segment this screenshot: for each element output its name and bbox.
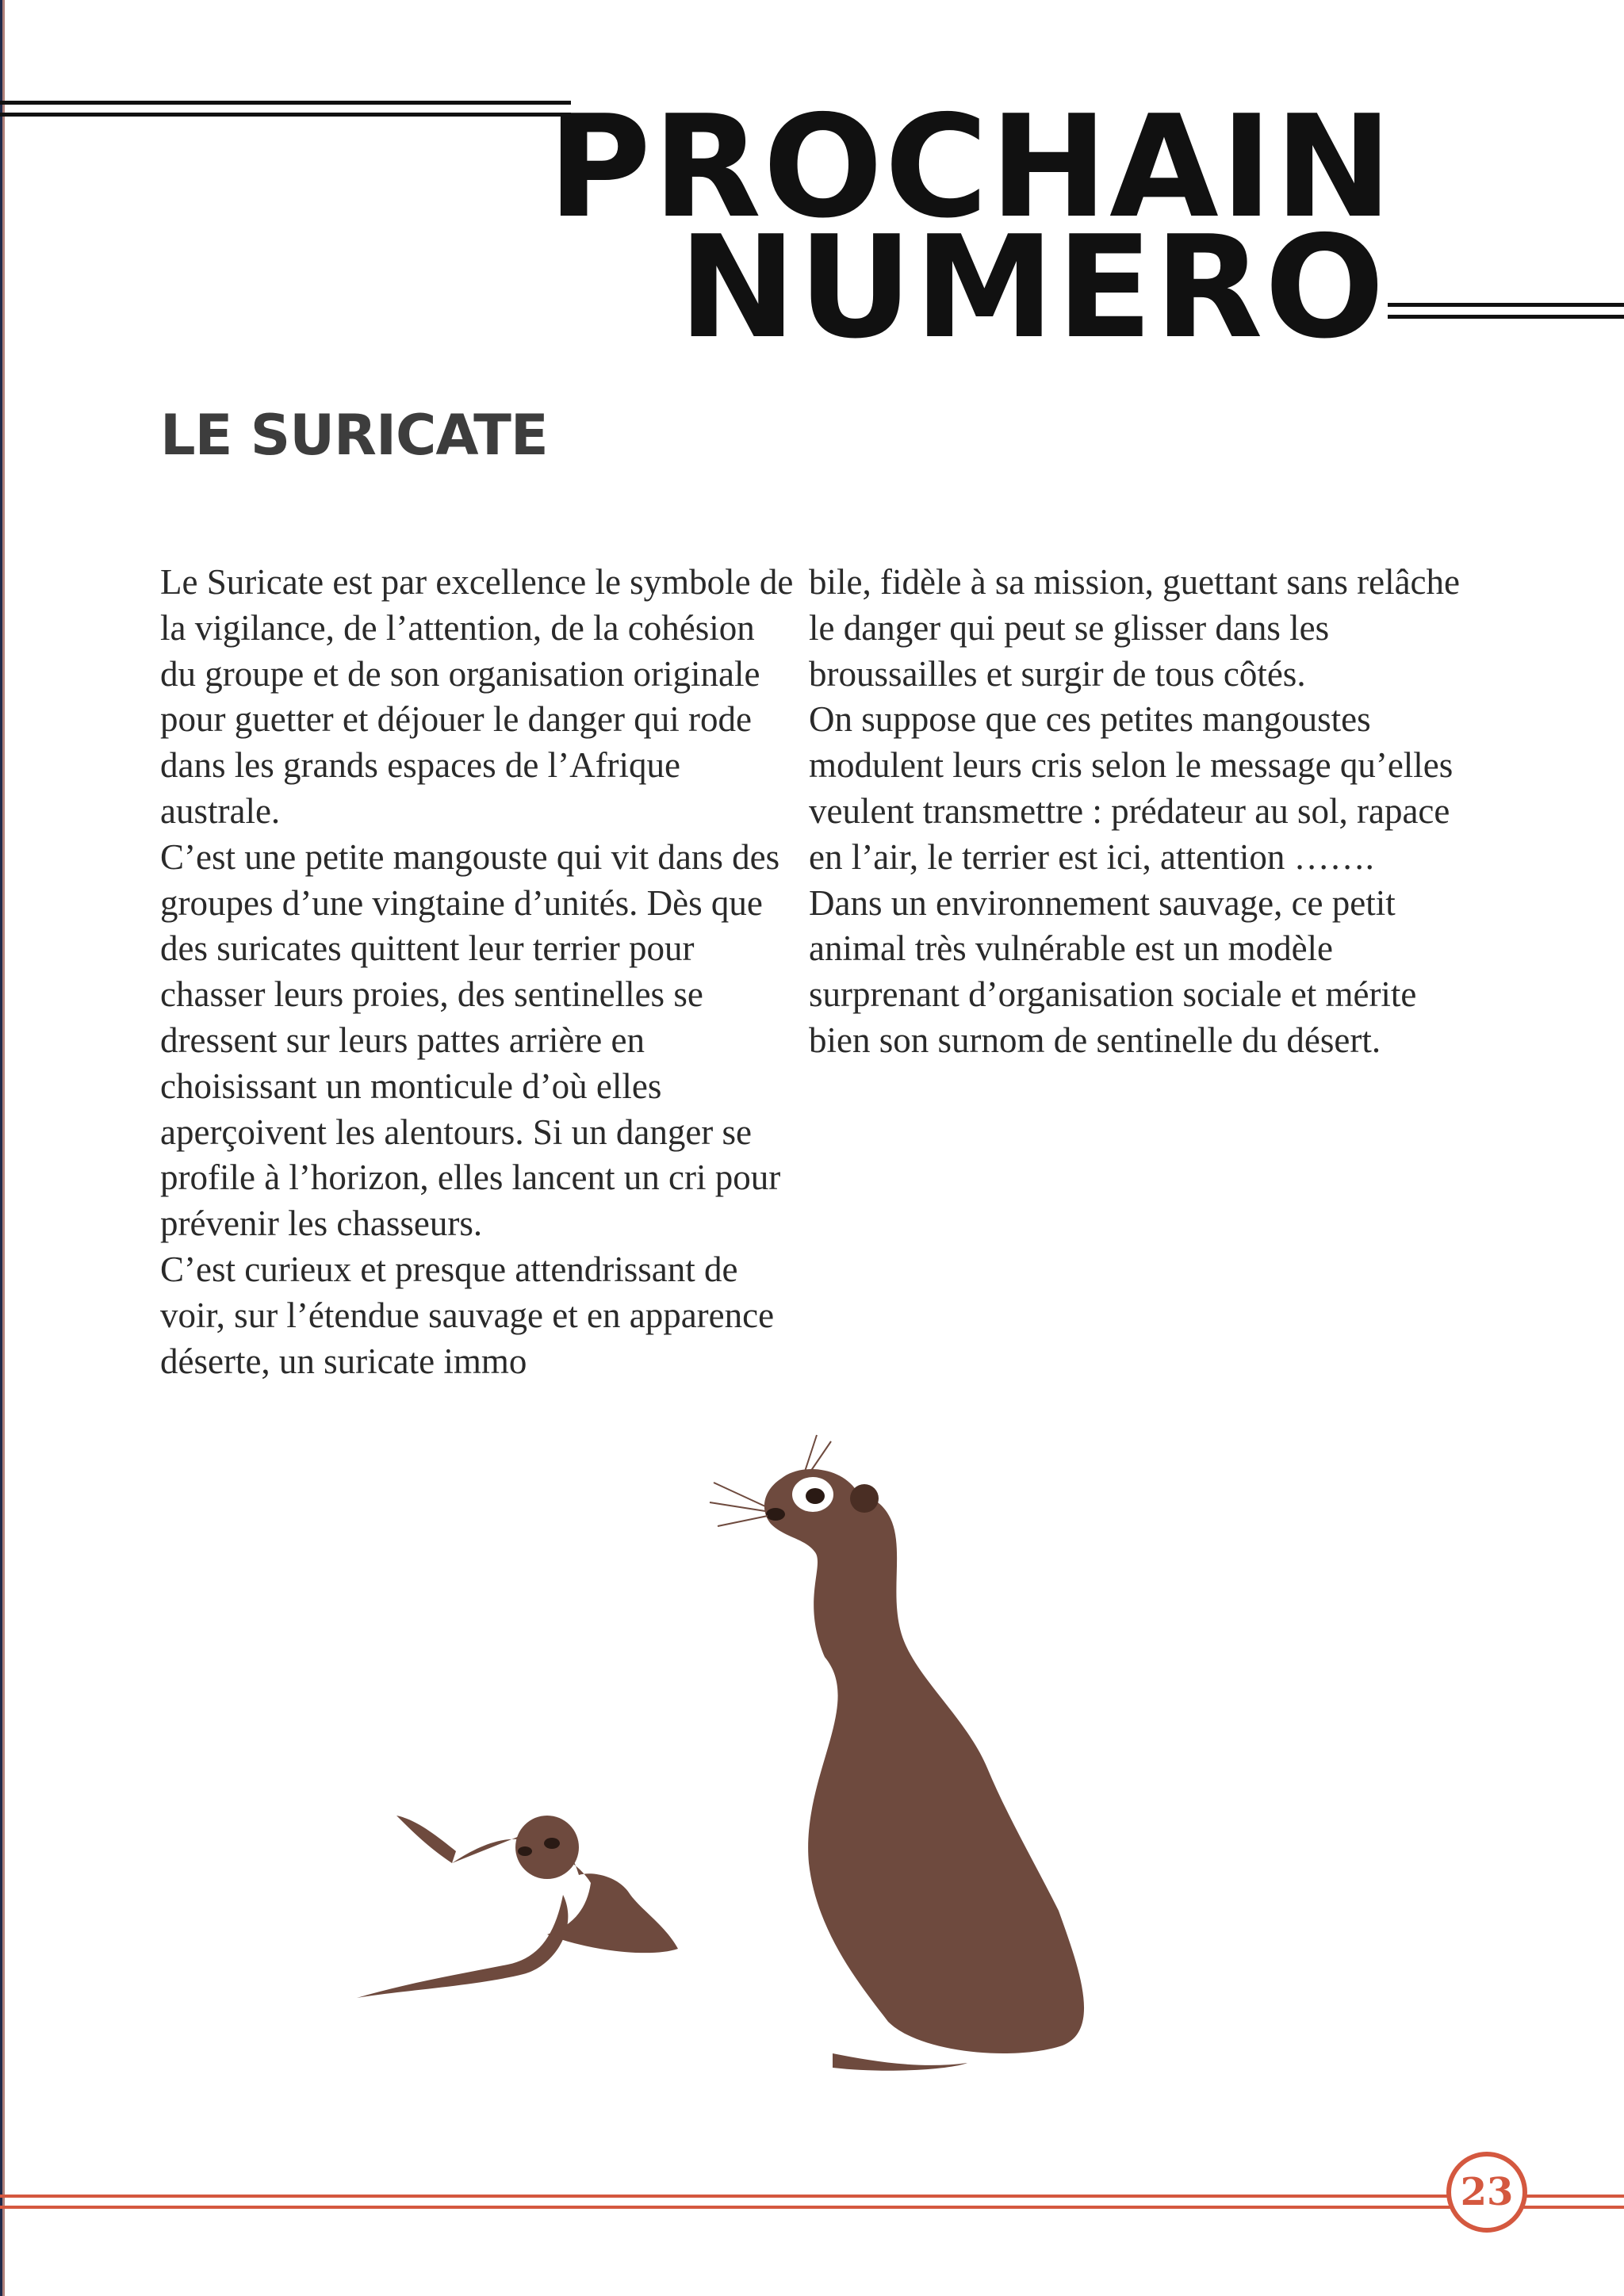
paragraph: Le Suricate est par excellence le symbole de la vigilance, de l’attention, de la cohésion du groupe et de son organisation originale pour guetter et déjouer le danger qui rode dans les grands espaces de l’Afrique australe. [160,562,794,831]
page-title-line2: NUMERO [678,205,1386,369]
header-rule-bottom-2 [1388,315,1624,319]
paragraph: bile, fidèle à sa mission, guettant sans relâche le danger qui peut se glisser dans les broussailles et surgir de tous côtés. [809,562,1460,694]
paragraph: C’est une petite mangouste qui vit dans des groupes d’une vingtaine d’unités. Dès que des suricates quittent leur terrier pour chasser leurs proies, des sentinelles se dressent sur leurs pattes arrière en choisissant un monticule d’où elles aperçoivent les alentours. Si un danger se profile à l’horizon, elles lancent un cri pour prévenir les chasseurs. [160,836,781,1244]
meerkat-illustration [317,1419,1126,2133]
footer-rule-1 [0,2195,1624,2198]
header-rule-top-2 [0,113,571,117]
page-edge-shadow [2,0,5,2296]
article-column-left [160,560,795,1384]
header-rule-top-1 [0,101,571,105]
page-title-line1: PROCHAIN [547,85,1394,249]
paragraph: Dans un environnement sauvage, ce petit animal très vulnérable est un modèle surprenant d’organisation sociale et mérite bien son surnom de sentinelle du désert. [809,882,1417,1060]
paragraph: C’est curieux et presque attendrissant de voir, sur l’étendue sauvage et en apparence déserte, un suricate immo [160,1249,775,1381]
footer-rule-2 [0,2206,1624,2209]
article-column-right [809,560,1467,1064]
page-number-badge: 23 [1446,2152,1527,2233]
header-rule-bottom-1 [1388,303,1624,307]
paragraph: On suppose que ces petites mangoustes modulent leurs cris selon le message qu’elles veulent transmettre : prédateur au sol, rapace en l’air, le terrier est ici, attention ……. [809,699,1454,877]
article-heading: LE SURICATE [160,403,548,468]
